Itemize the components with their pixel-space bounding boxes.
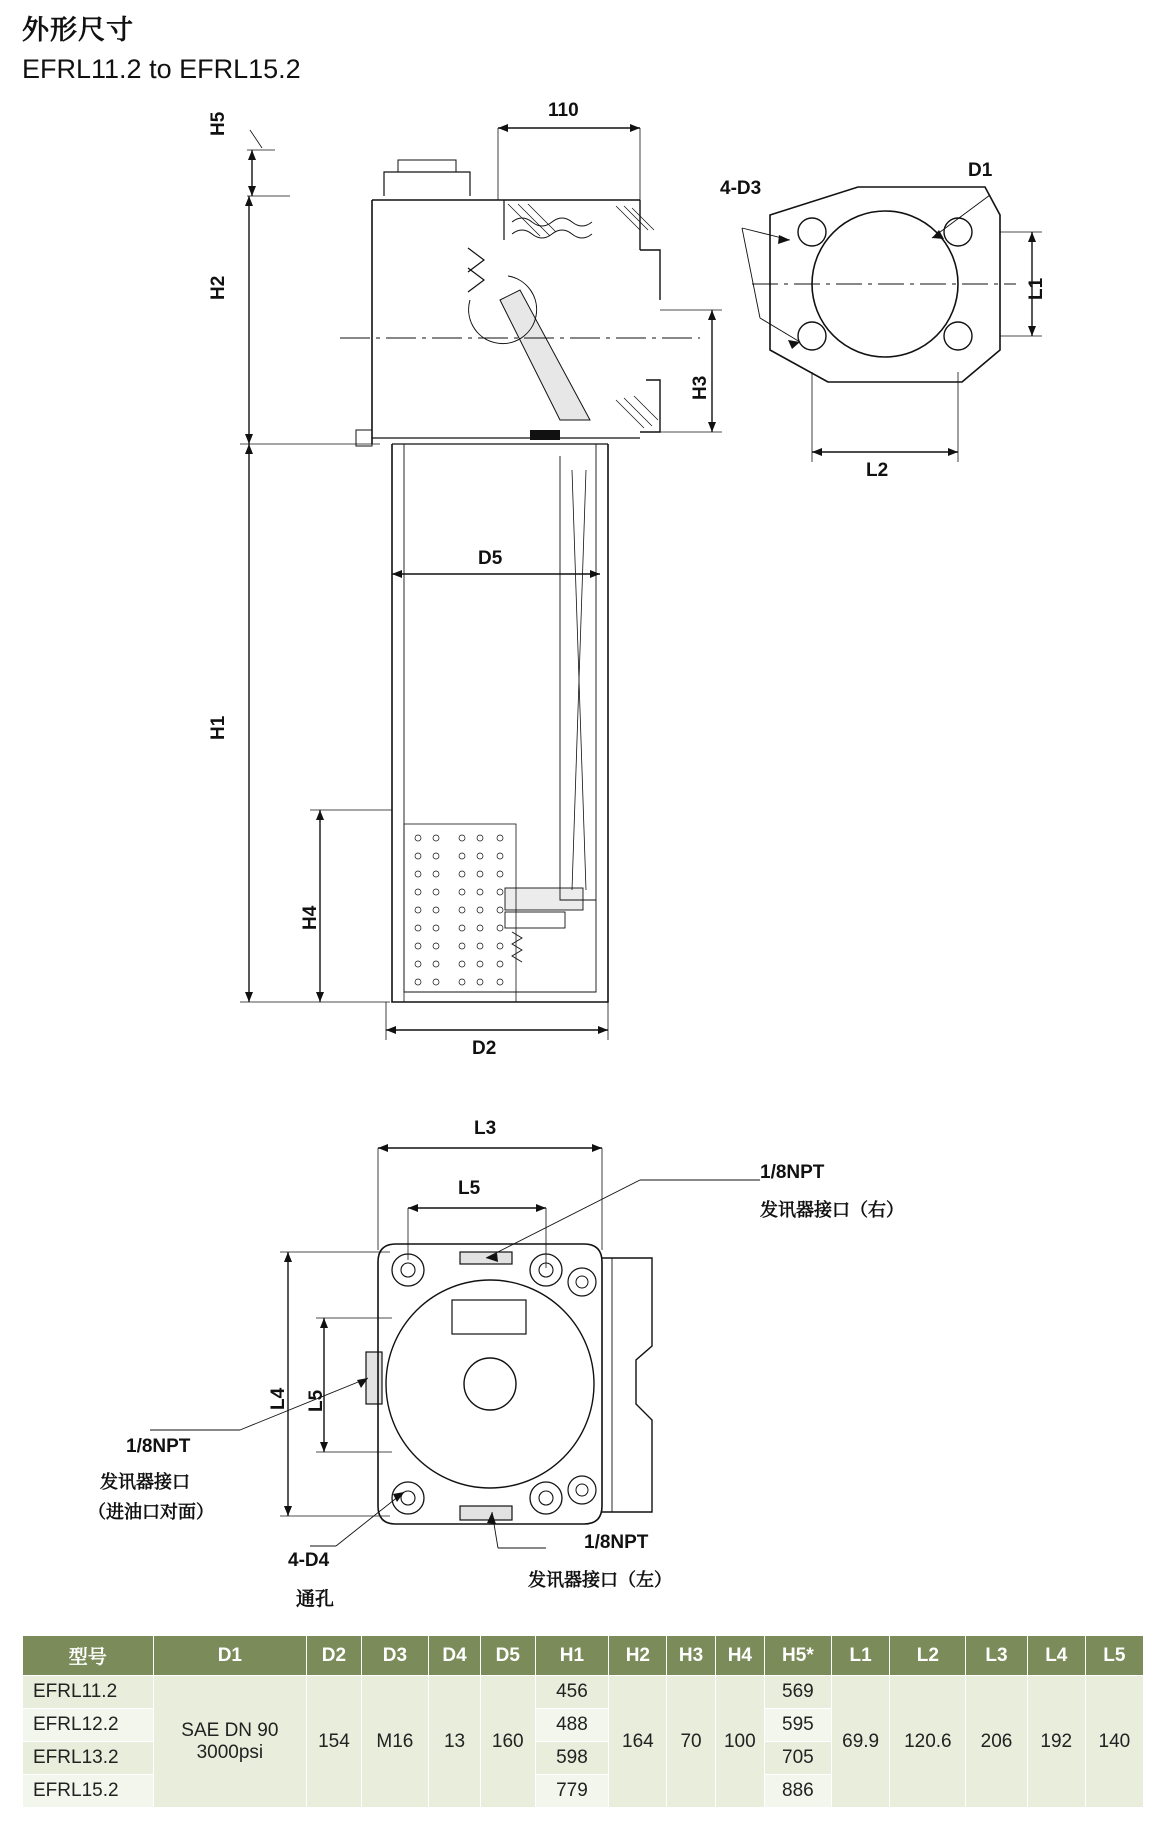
through-hole-note: 通孔 xyxy=(296,1588,335,1610)
col-h2: H2 xyxy=(609,1636,667,1676)
page-title-en: EFRL11.2 to EFRL15.2 xyxy=(22,54,301,84)
cell-d2: 154 xyxy=(307,1676,362,1808)
col-h4: H4 xyxy=(715,1636,764,1676)
col-h1: H1 xyxy=(535,1636,609,1676)
cell-h4: 100 xyxy=(715,1676,764,1808)
col-h3: H3 xyxy=(667,1636,715,1676)
npt-right-note: 发讯器接口（右） xyxy=(760,1200,904,1221)
cell-h2: 164 xyxy=(609,1676,667,1808)
cell-l2: 120.6 xyxy=(890,1676,966,1808)
col-d3: D3 xyxy=(361,1636,428,1676)
dim-l3-label: L3 xyxy=(474,1118,497,1139)
cell-h1: 779 xyxy=(535,1775,609,1808)
cell-h5: 886 xyxy=(764,1775,831,1808)
col-l2: L2 xyxy=(890,1636,966,1676)
cell-h3: 70 xyxy=(667,1676,715,1808)
col-d5: D5 xyxy=(480,1636,535,1676)
cell-model: EFRL11.2 xyxy=(23,1676,154,1709)
table-row xyxy=(23,1676,1144,1709)
cell-h5: 595 xyxy=(764,1709,831,1742)
cell-d3: M16 xyxy=(361,1676,428,1808)
cell-h5: 705 xyxy=(764,1742,831,1775)
cell-d1-line2: 3000psi xyxy=(196,1741,264,1763)
cell-l3: 206 xyxy=(966,1676,1028,1808)
dim-h5-label: H5 xyxy=(208,111,229,136)
npt-opposite-label: 1/8NPT xyxy=(126,1436,191,1457)
dim-d1-label: D1 xyxy=(968,160,993,181)
dim-h3-label: H3 xyxy=(690,375,711,400)
dimension-table xyxy=(22,1635,1144,1808)
dim-d5-label: D5 xyxy=(478,548,503,569)
cell-d5: 160 xyxy=(480,1676,535,1808)
col-d2: D2 xyxy=(307,1636,362,1676)
cell-model: EFRL12.2 xyxy=(23,1709,154,1742)
dim-110-label: 110 xyxy=(548,100,579,121)
dim-d2-label: D2 xyxy=(472,1038,497,1059)
col-l5: L5 xyxy=(1085,1636,1143,1676)
col-d1: D1 xyxy=(153,1636,307,1676)
dim-4d4-label: 4-D4 xyxy=(288,1550,330,1571)
dim-l5-top-label: L5 xyxy=(458,1178,481,1199)
dim-l5-side-label: L5 xyxy=(306,1389,327,1412)
col-l3: L3 xyxy=(966,1636,1028,1676)
cell-l1: 69.9 xyxy=(831,1676,890,1808)
dim-l1-label: L1 xyxy=(1026,277,1047,300)
col-l1: L1 xyxy=(831,1636,890,1676)
npt-left-label: 1/8NPT xyxy=(584,1532,649,1553)
cell-model: EFRL15.2 xyxy=(23,1775,154,1808)
col-d4: D4 xyxy=(429,1636,481,1676)
dim-h4-label: H4 xyxy=(300,905,321,930)
table-header-row xyxy=(23,1636,1144,1676)
npt-right-label: 1/8NPT xyxy=(760,1162,825,1183)
cell-h1: 456 xyxy=(535,1676,609,1709)
npt-left-note: 发讯器接口（左） xyxy=(528,1570,672,1591)
cell-h5: 569 xyxy=(764,1676,831,1709)
npt-opposite-note1: 发讯器接口 xyxy=(100,1472,190,1493)
page-title-cn: 外形尺寸 xyxy=(22,15,134,46)
dim-h2-label: H2 xyxy=(208,275,229,300)
dim-l4-label: L4 xyxy=(268,1387,289,1410)
col-l4: L4 xyxy=(1027,1636,1085,1676)
npt-opposite-note2: （进油口对面） xyxy=(88,1502,214,1523)
cell-d1 xyxy=(153,1676,307,1808)
col-h5: H5* xyxy=(764,1636,831,1676)
col-model: 型号 xyxy=(23,1636,154,1676)
cell-l4: 192 xyxy=(1027,1676,1085,1808)
cell-h1: 598 xyxy=(535,1742,609,1775)
dim-l2-label: L2 xyxy=(866,460,889,481)
cell-d4: 13 xyxy=(429,1676,481,1808)
dim-4d3-label: 4-D3 xyxy=(720,178,762,199)
dim-h1-label: H1 xyxy=(208,715,229,740)
cell-d1-line1: SAE DN 90 xyxy=(181,1719,279,1741)
cell-model: EFRL13.2 xyxy=(23,1742,154,1775)
cell-l5: 140 xyxy=(1085,1676,1143,1808)
cell-h1: 488 xyxy=(535,1709,609,1742)
